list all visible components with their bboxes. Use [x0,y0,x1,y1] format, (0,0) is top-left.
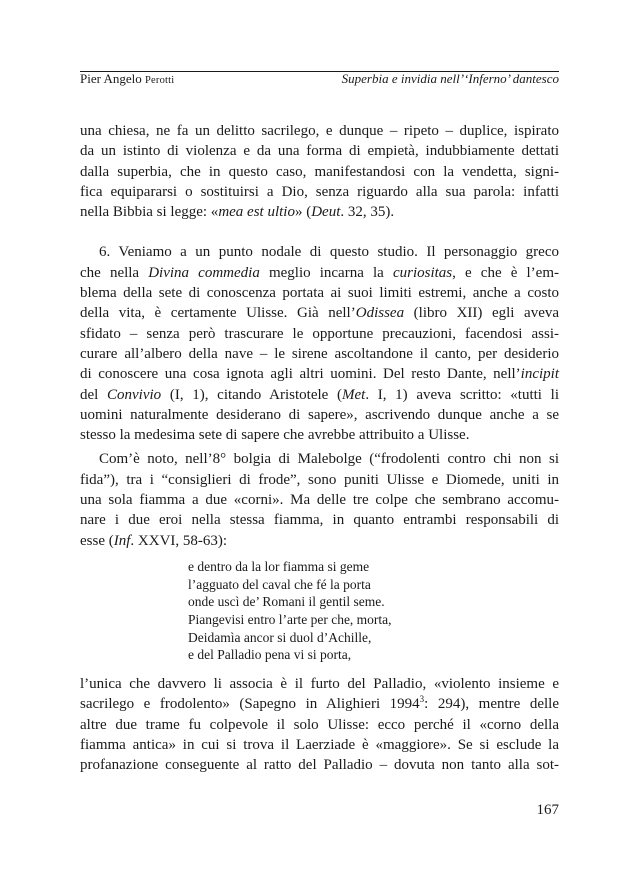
text-line: uomini naturalmente desiderano di sapere», ascrivendo dunque anche a se [80,406,559,423]
paragraph-4 [80,674,559,775]
text-line: del Convivio (I, 1), citando Aristotele (Met. I, 1) aveva scritto: «tutti li [80,386,559,403]
running-head [80,70,559,86]
verse-line: l’agguato del caval che fé la porta [188,576,371,592]
verse-line: onde uscì de’ Romani il gentil seme. [188,594,385,610]
text-line: profanazione conseguente al ratto del Palladio – dovuta non tanto alla sot- [80,757,559,774]
text-body [80,121,559,776]
text-line: una chiesa, ne fa un delitto sacrilego, e dunque – ripeto – duplice, ispirato [80,123,559,139]
text-line: Com’è noto, nell’8° bolgia di Malebolge (“frodolenti contro chi non si [99,451,559,468]
text-line: della vita, è certamente Ulisse. Già nell’Odissea (libro XII) egli aveva [80,305,560,322]
verse-line: Piangevisi entro l’arte per che, morta, [188,612,392,627]
paragraph-3 [80,449,559,550]
verse-line: e dentro da la lor fiamma si geme [188,558,370,574]
text-line: fiamma antica» in cui si trova il Laerziade è «maggiore». Se si esclude la [80,736,559,753]
text-line: sacrilego e frodolento» (Sapegno in Alighieri 1994$^3$: 294), mentre delle [80,694,559,713]
text-line: blema della sete di conoscenza portata ai suoi limiti estremi, anche a costo [80,285,559,302]
page-number: 167 [536,802,559,818]
running-head-author: Pier Angelo Perotti [80,71,175,86]
text-line: una sola fiamma a due «corni». Ma delle tre colpe che sembrano accomu- [80,492,559,509]
text-line: esse (Inf. XXVI, 58-63): [80,532,228,549]
text-line: curare all’albero della nave – le sirene ascoltandone il canto, per desiderio [80,345,559,362]
verse-line: e del Palladio pena vi si porta, [188,647,352,663]
text-line: nare i due eroi nella stessa fiamma, in quanto entrambi responsabili di [80,512,559,529]
paragraph-1 [80,121,559,222]
author-surname-small-caps: Perotti [145,75,175,86]
text-line: 6. Veniamo a un punto nodale di questo studio. Il personaggio greco [99,244,559,261]
text-line: altre due trame fu colpevole il solo Ulisse: ecco perché il «corno della [80,716,559,733]
running-head-title: Superbia e invidia nell’‘Inferno’ dantesco [341,71,559,86]
verse-quotation [188,558,559,664]
text-line: di conoscere una cosa ignota agli altri uomini. Del resto Dante, nell’incipit [80,366,559,383]
text-line: nella Bibbia si legge: «mea est ultio» (Deut. 32, 35). [80,204,395,221]
text-line: sfidato – senza però trascurare le opportune precauzioni, facendosi assi- [80,325,559,342]
text-line: da un istinto di violenza e da una forma di empietà, indubbiamente dettati [80,143,559,160]
verse-line: Deidamìa ancor si duol d’Achille, [188,629,372,645]
edition-superscript: 3 [419,694,425,705]
paragraph-2 [80,242,559,445]
text-line: fida”), tra i “consiglieri di frode”, sono puniti Ulisse e Diomede, uniti in [80,471,559,488]
text-line: stesso la medesima sete di sapere che avrebbe attribuito a Ulisse. [80,427,470,444]
text-line: che nella Divina commedia meglio incarna la curiositas, e che è l’em- [80,264,559,281]
text-line: dalla superbia, che in questo caso, manifestandosi con la vendetta, signi- [80,163,559,180]
text-line: fica equipararsi o sostituirsi a Dio, senza riguardo alla sua parola: infatti [80,183,559,200]
text-line: l’unica che davvero li associa è il furto del Palladio, «violento insieme e [80,676,559,693]
